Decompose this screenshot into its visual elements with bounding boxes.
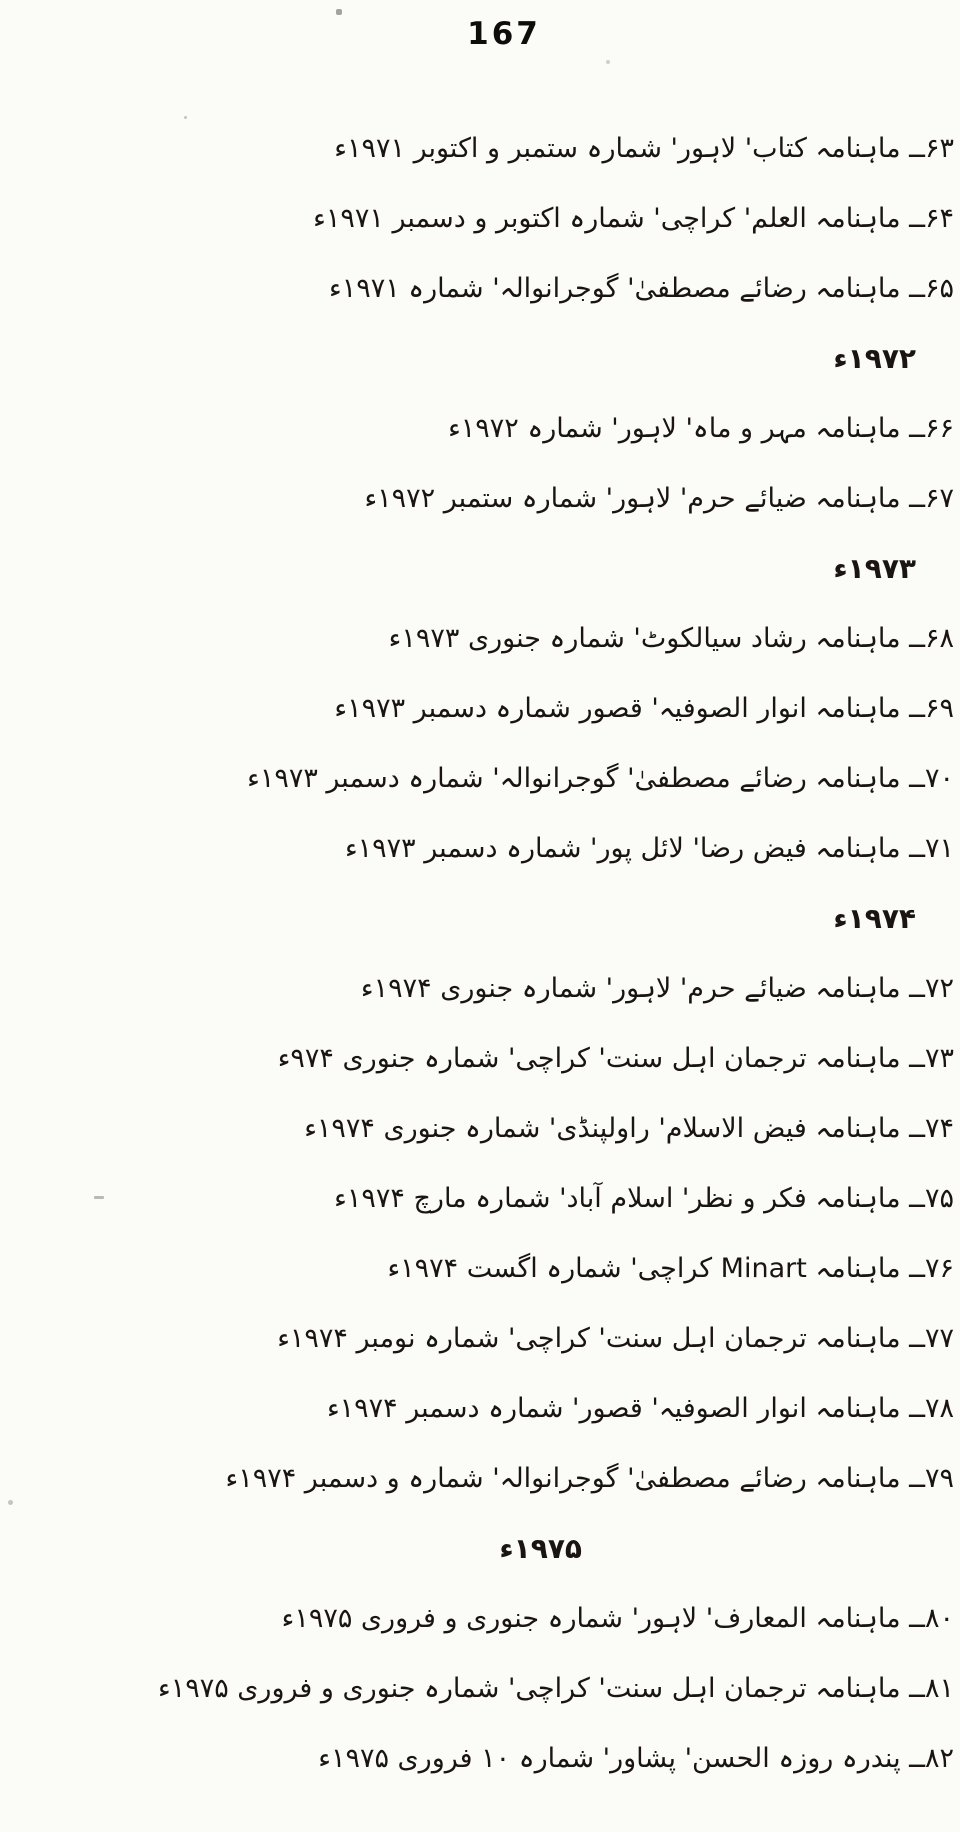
list-item: ۷۵ــ ماہنامہ فکر و نظر' اسلام آباد' شمارہ مارچ ۱۹۷۴ء [334, 1183, 954, 1214]
list-item: ۷۹ــ ماہنامہ رضائے مصطفیٰ' گوجرانوالہ' شمارہ و دسمبر ۱۹۷۴ء [225, 1463, 954, 1494]
list-item: ۸۱ــ ماہنامہ ترجمان اہل سنت' کراچی' شمارہ جنوری و فروری ۱۹۷۵ء [158, 1673, 954, 1704]
scan-speck [184, 116, 187, 119]
scan-speck [606, 60, 610, 64]
list-item: ۶۳ــ ماہنامہ کتاب' لاہور' شمارہ ستمبر و اکتوبر ۱۹۷۱ء [334, 133, 954, 164]
scan-speck [8, 1500, 13, 1505]
scan-speck [94, 1196, 104, 1199]
year-heading: ۱۹۷۳ء [833, 552, 916, 585]
year-heading: ۱۹۷۴ء [833, 902, 916, 935]
year-heading: ۱۹۷۵ء [499, 1532, 582, 1565]
list-item: ۷۶ــ ماہنامہ Minart کراچی' شمارہ اگست ۱۹۷۴ء [387, 1253, 954, 1284]
list-item: ۶۴ــ ماہنامہ العلم' کراچی' شمارہ اکتوبر و دسمبر ۱۹۷۱ء [313, 203, 954, 234]
list-item: ۶۹ــ ماہنامہ انوار الصوفیہ' قصور شمارہ دسمبر ۱۹۷۳ء [334, 693, 954, 724]
list-item: ۷۱ــ ماہنامہ فیض رضا' لائل پور' شمارہ دسمبر ۱۹۷۳ء [344, 833, 954, 864]
list-item: ۸۰ــ ماہنامہ المعارف' لاہور' شمارہ جنوری و فروری ۱۹۷۵ء [281, 1603, 954, 1634]
list-item: ۶۶ــ ماہنامہ مہر و ماہ' لاہور' شمارہ ۱۹۷۲ء [448, 413, 954, 444]
list-item: ۶۸ــ ماہنامہ رشاد سیالکوٹ' شمارہ جنوری ۱۹۷۳ء [388, 623, 954, 654]
list-item: ۶۷ــ ماہنامہ ضیائے حرم' لاہور' شمارہ ستمبر ۱۹۷۲ء [364, 483, 954, 514]
scan-speck [336, 9, 342, 15]
list-item: ۷۳ــ ماہنامہ ترجمان اہل سنت' کراچی' شمارہ جنوری ۹۷۴ء [277, 1043, 954, 1074]
list-item: ۷۲ــ ماہنامہ ضیائے حرم' لاہور' شمارہ جنوری ۱۹۷۴ء [360, 973, 954, 1004]
list-item: ۷۸ــ ماہنامہ انوار الصوفیہ' قصور' شمارہ دسمبر ۱۹۷۴ء [326, 1393, 954, 1424]
list-item: ۶۵ــ ماہنامہ رضائے مصطفیٰ' گوجرانوالہ' شمارہ ۱۹۷۱ء [329, 273, 954, 304]
year-heading: ۱۹۷۲ء [833, 342, 916, 375]
list-item: ۷۰ــ ماہنامہ رضائے مصطفیٰ' گوجرانوالہ' شمارہ دسمبر ۱۹۷۳ء [247, 763, 954, 794]
periodical-reference-list [0, 126, 960, 1782]
page-number: 167 [467, 16, 541, 52]
list-item: ۷۴ــ ماہنامہ فیض الاسلام' راولپنڈی' شمارہ جنوری ۱۹۷۴ء [304, 1113, 954, 1144]
list-item: ۸۲ــ پندرہ روزہ الحسن' پشاور' شمارہ ۱۰ فروری ۱۹۷۵ء [318, 1743, 954, 1774]
list-item: ۷۷ــ ماہنامہ ترجمان اہل سنت' کراچی' شمارہ نومبر ۱۹۷۴ء [277, 1323, 954, 1354]
